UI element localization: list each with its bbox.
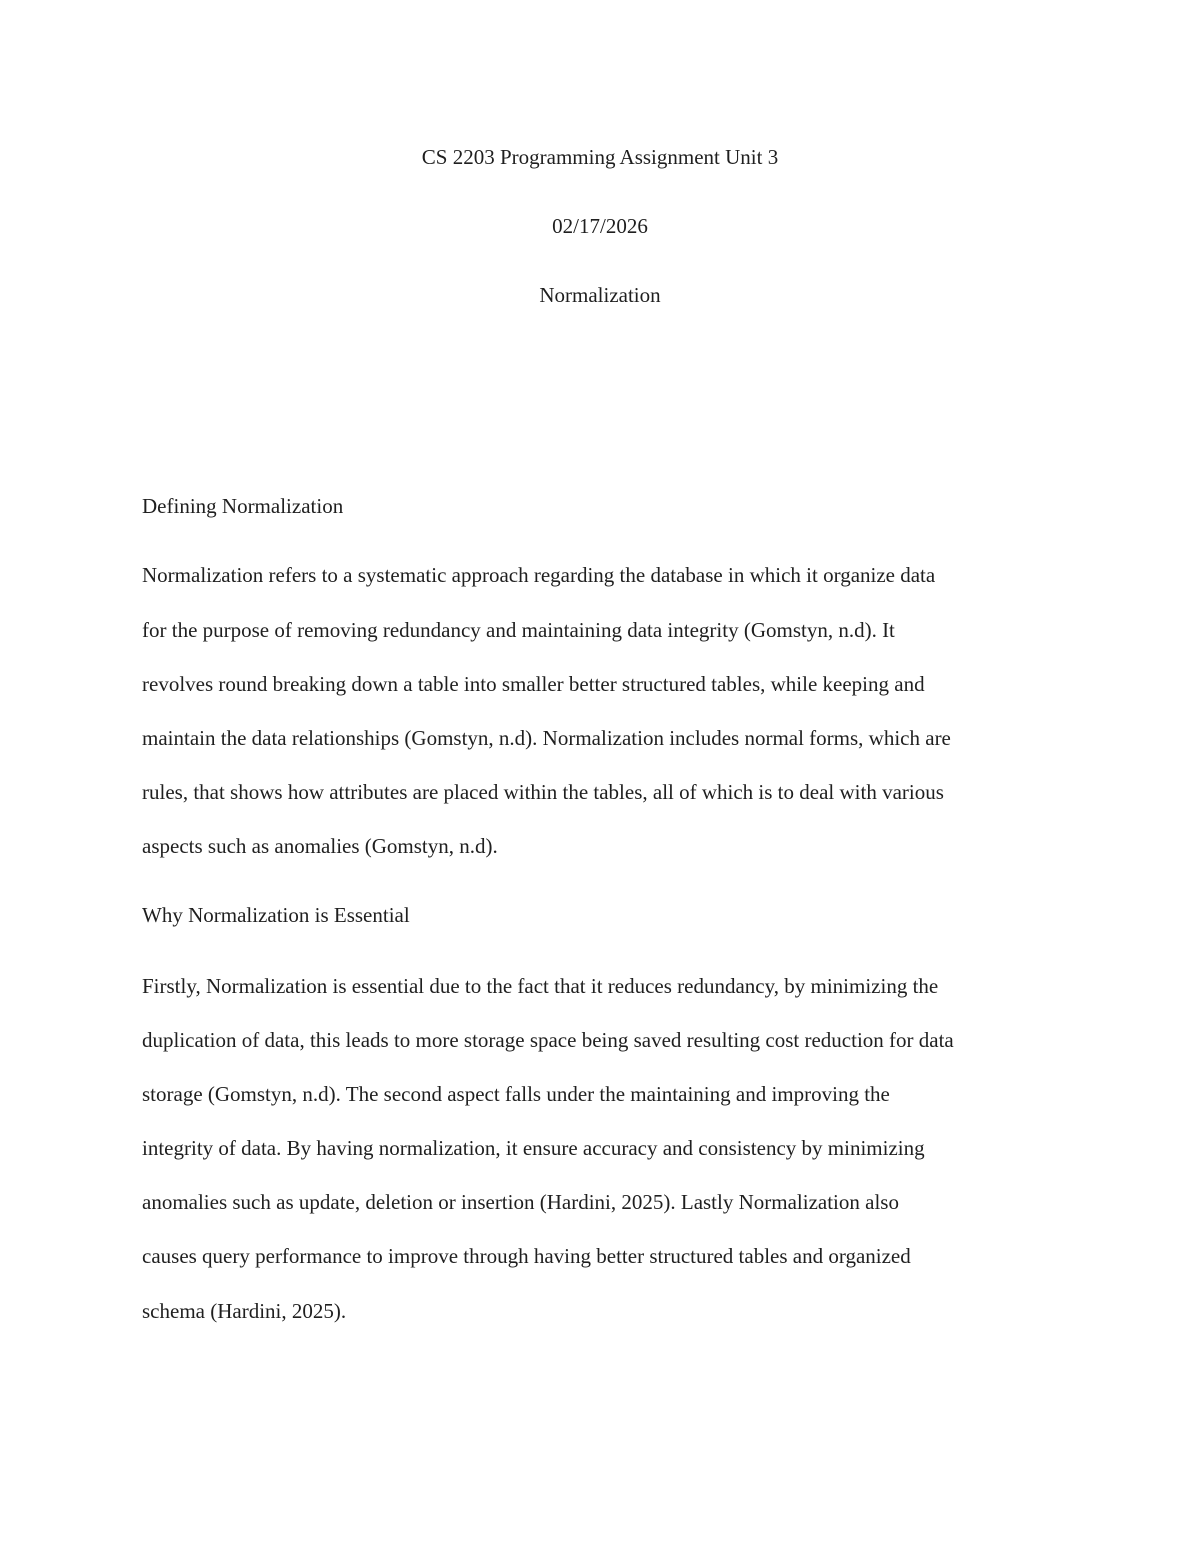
paragraph-line: Firstly, Normalization is essential due to the fact that it reduces redundancy, by minimizing the <box>142 974 939 998</box>
paragraph-line: storage (Gomstyn, n.d). The second aspect falls under the maintaining and improving the <box>142 1082 890 1106</box>
paragraph-line: integrity of data. By having normalization, it ensure accuracy and consistency by minimizing <box>142 1136 925 1160</box>
document-topic: Normalization <box>539 283 661 307</box>
document-title: CS 2203 Programming Assignment Unit 3 <box>421 145 779 169</box>
paragraph-line: schema (Hardini, 2025). <box>142 1299 347 1323</box>
paragraph-line: causes query performance to improve through having better structured tables and organized <box>142 1244 911 1268</box>
document-date: 02/17/2026 <box>552 214 648 238</box>
paragraph-line: duplication of data, this leads to more storage space being saved resulting cost reduction for data <box>142 1028 954 1052</box>
section-heading-why-normalization-is-essential: Why Normalization is Essential <box>142 903 410 927</box>
paragraph-line: aspects such as anomalies (Gomstyn, n.d). <box>142 834 498 858</box>
section-heading-defining-normalization: Defining Normalization <box>142 494 344 518</box>
paragraph-line: for the purpose of removing redundancy and maintaining data integrity (Gomstyn, n.d). It <box>142 618 895 642</box>
paragraph-line: Normalization refers to a systematic approach regarding the database in which it organize data <box>142 563 936 587</box>
paragraph-line: maintain the data relationships (Gomstyn, n.d). Normalization includes normal forms, which are <box>142 726 951 750</box>
paragraph-line: anomalies such as update, deletion or insertion (Hardini, 2025). Lastly Normalization also <box>142 1190 899 1214</box>
paragraph-line: revolves round breaking down a table into smaller better structured tables, while keeping and <box>142 672 925 696</box>
paragraph-line: rules, that shows how attributes are placed within the tables, all of which is to deal with various <box>142 780 944 804</box>
